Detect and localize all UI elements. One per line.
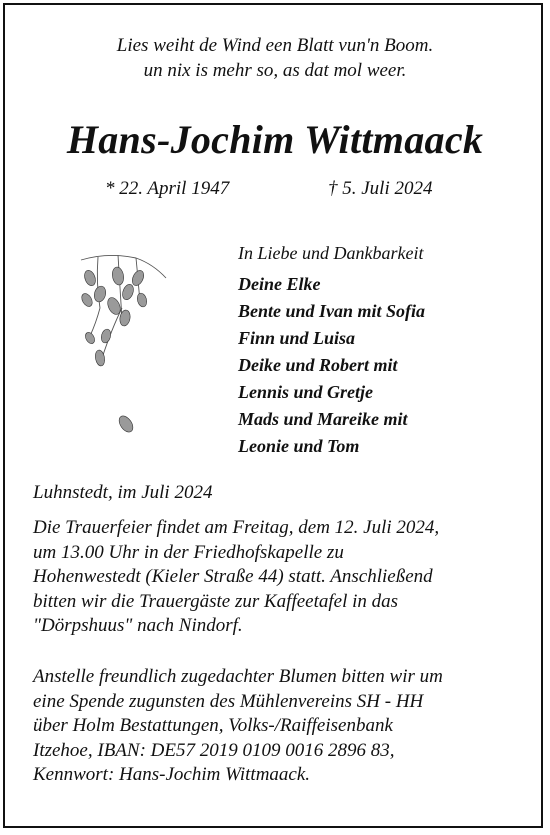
funeral-line: bitten wir die Trauergäste zur Kaffeetafel in das [33,590,399,612]
family-member: Deine Elke [238,274,321,294]
donation-line: eine Spende zugunsten des Mühlenvereins SH - HH [33,690,424,712]
funeral-paragraph [33,516,533,639]
thanks-line: In Liebe und Dankbarkeit [238,243,424,263]
birth-date: * 22. April 1947 [105,178,230,199]
death-date: † 5. Juli 2024 [328,178,433,199]
deceased-name: Hans-Jochim Wittmaack [66,117,484,162]
family-member: Leonie und Tom [238,436,360,456]
funeral-line: um 13.00 Uhr in der Friedhofskapelle zu [33,541,344,563]
donation-paragraph [33,665,533,788]
family-member: Finn und Luisa [238,328,356,348]
motto-line-1: Lies weiht de Wind een Blatt vun'n Boom. [116,35,434,56]
donation-line: Anstelle freundlich zugedachter Blumen bitten wir um [33,666,443,687]
donation-line: über Holm Bestattungen, Volks-/Raiffeisenbank [33,715,393,736]
donation-line: Kennwort: Hans-Jochim Wittmaack. [33,764,311,785]
family-list [238,271,425,460]
funeral-line: Hohenwestedt (Kieler Straße 44) statt. Anschließend [33,566,433,587]
family-member: Mads und Mareike mit [238,409,408,429]
family-member: Bente und Ivan mit Sofia [238,301,426,321]
family-member: Lennis und Gretje [238,382,374,402]
funeral-line: "Dörpshuus" nach Nindorf. [33,615,243,636]
funeral-line: Die Trauerfeier findet am Freitag, dem 12. Juli 2024, [33,517,440,538]
place-and-date: Luhnstedt, im Juli 2024 [33,482,213,503]
family-member: Deike und Robert mit [238,355,398,375]
motto-line-2: un nix is mehr so, as dat mol weer. [143,60,407,81]
donation-line: Itzehoe, IBAN: DE57 2019 0109 0016 2896 83, [33,739,395,761]
birch-branch-icon [78,248,178,448]
